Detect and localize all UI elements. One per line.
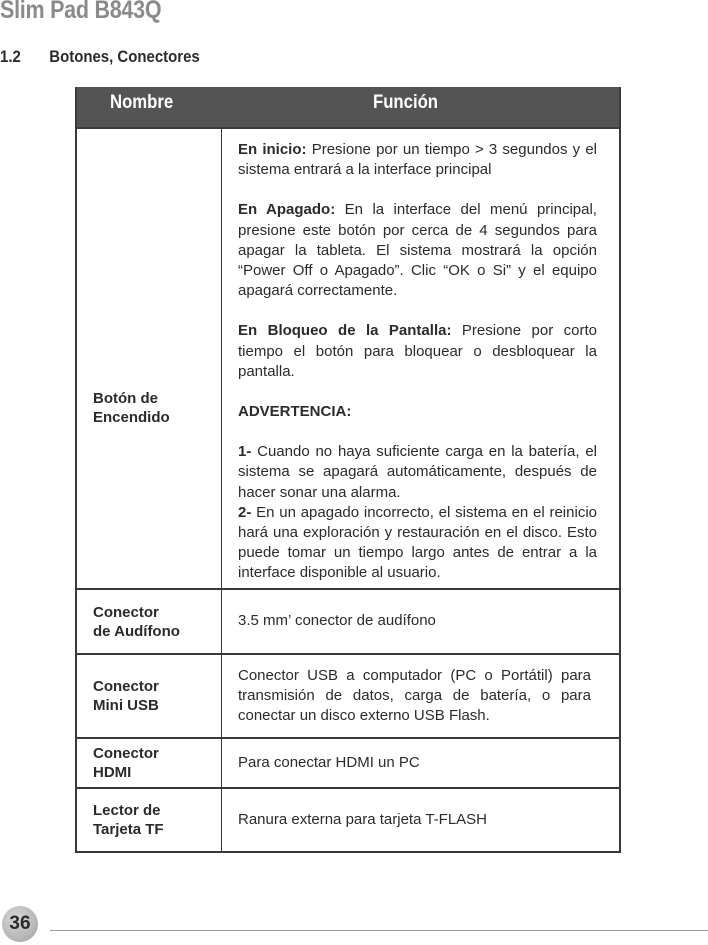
header-function: Función (373, 92, 439, 113)
shutdown-paragraph (238, 200, 597, 301)
row-function-cell (222, 739, 619, 787)
row-name-cell: Lector de Tarjeta TF (77, 789, 222, 851)
row-function-cell (222, 590, 619, 653)
warning-item-1 (238, 442, 597, 503)
hdmi-connector-function: Para conectar HDMI un PC (238, 753, 420, 771)
tf-card-reader-function: Ranura externa para tarjeta T-FLASH (238, 810, 488, 828)
warning-2-label: 2- (238, 503, 252, 521)
document-title: Slim Pad B843Q (0, 0, 162, 24)
row-function-cell (222, 789, 619, 851)
footer-divider (50, 930, 708, 931)
lock-label: En Bloqueo de la Pantalla: (238, 322, 452, 340)
table-row-tf-card-reader (77, 787, 619, 851)
table-header (77, 87, 619, 127)
shutdown-text: En la interface del menú principal, presione este botón por cerca de 4 segundos para apagar la tableta. El sistema mostrará la opción “Power Off o Apagado”. Clic “OK o Si” y el equipo apagará correctamente. (238, 201, 597, 300)
row-name-cell: Conector HDMI (77, 739, 222, 787)
audio-connector-function: 3.5 mm’ conector de audífono (238, 612, 436, 630)
row-function-cell (222, 129, 619, 588)
startup-text: Presione por un tiempo > 3 segundos y el sistema entrará a la interface principal (238, 141, 597, 179)
row-function-cell (222, 655, 619, 737)
section-heading (0, 47, 200, 67)
startup-paragraph (238, 140, 597, 180)
page-number: 36 (9, 913, 31, 934)
warning-heading: ADVERTENCIA: (238, 403, 352, 421)
warning-1-text: Cuando no haya suficiente carga en la batería, el sistema se apagará automáticamente, después de hacer sonar una alarma. (238, 443, 597, 501)
row-name-cell: Conector de Audífono (77, 590, 222, 653)
lock-text: Presione por corto tiempo el botón para bloquear o desbloquear la pantalla. (238, 322, 597, 380)
warning-2-text: En un apagado incorrecto, el sistema en el reinicio hará una exploración y restauración en el disco. Esto puede tomar un tiempo largo antes de entrar a la interface disponible al usuario. (238, 503, 597, 582)
warning-1-label: 1- (238, 443, 252, 461)
table-row-hdmi-connector (77, 737, 619, 787)
section-number: 1.2 (0, 47, 21, 66)
power-button-name: Botón de Encendido (93, 390, 170, 426)
startup-label: En inicio: (238, 141, 307, 158)
shutdown-label: En Apagado: (238, 201, 336, 219)
page-number-badge (2, 906, 38, 942)
mini-usb-connector-function: Conector USB a computador (PC o Portátil) para transmisión de datos, carga de batería, o para conectar un disco externo USB Flash. (238, 666, 591, 725)
table-row-power-button (77, 127, 619, 588)
warning-item-2 (238, 503, 597, 584)
table-row-mini-usb-connector (77, 653, 619, 737)
table-row-audio-connector (77, 588, 619, 653)
header-name: Nombre (110, 92, 174, 113)
buttons-connectors-table (75, 87, 621, 853)
section-title: Botones, Conectores (49, 47, 200, 66)
lock-paragraph (238, 321, 597, 382)
row-name-cell: Conector Mini USB (77, 655, 222, 737)
row-name-cell (77, 129, 222, 588)
